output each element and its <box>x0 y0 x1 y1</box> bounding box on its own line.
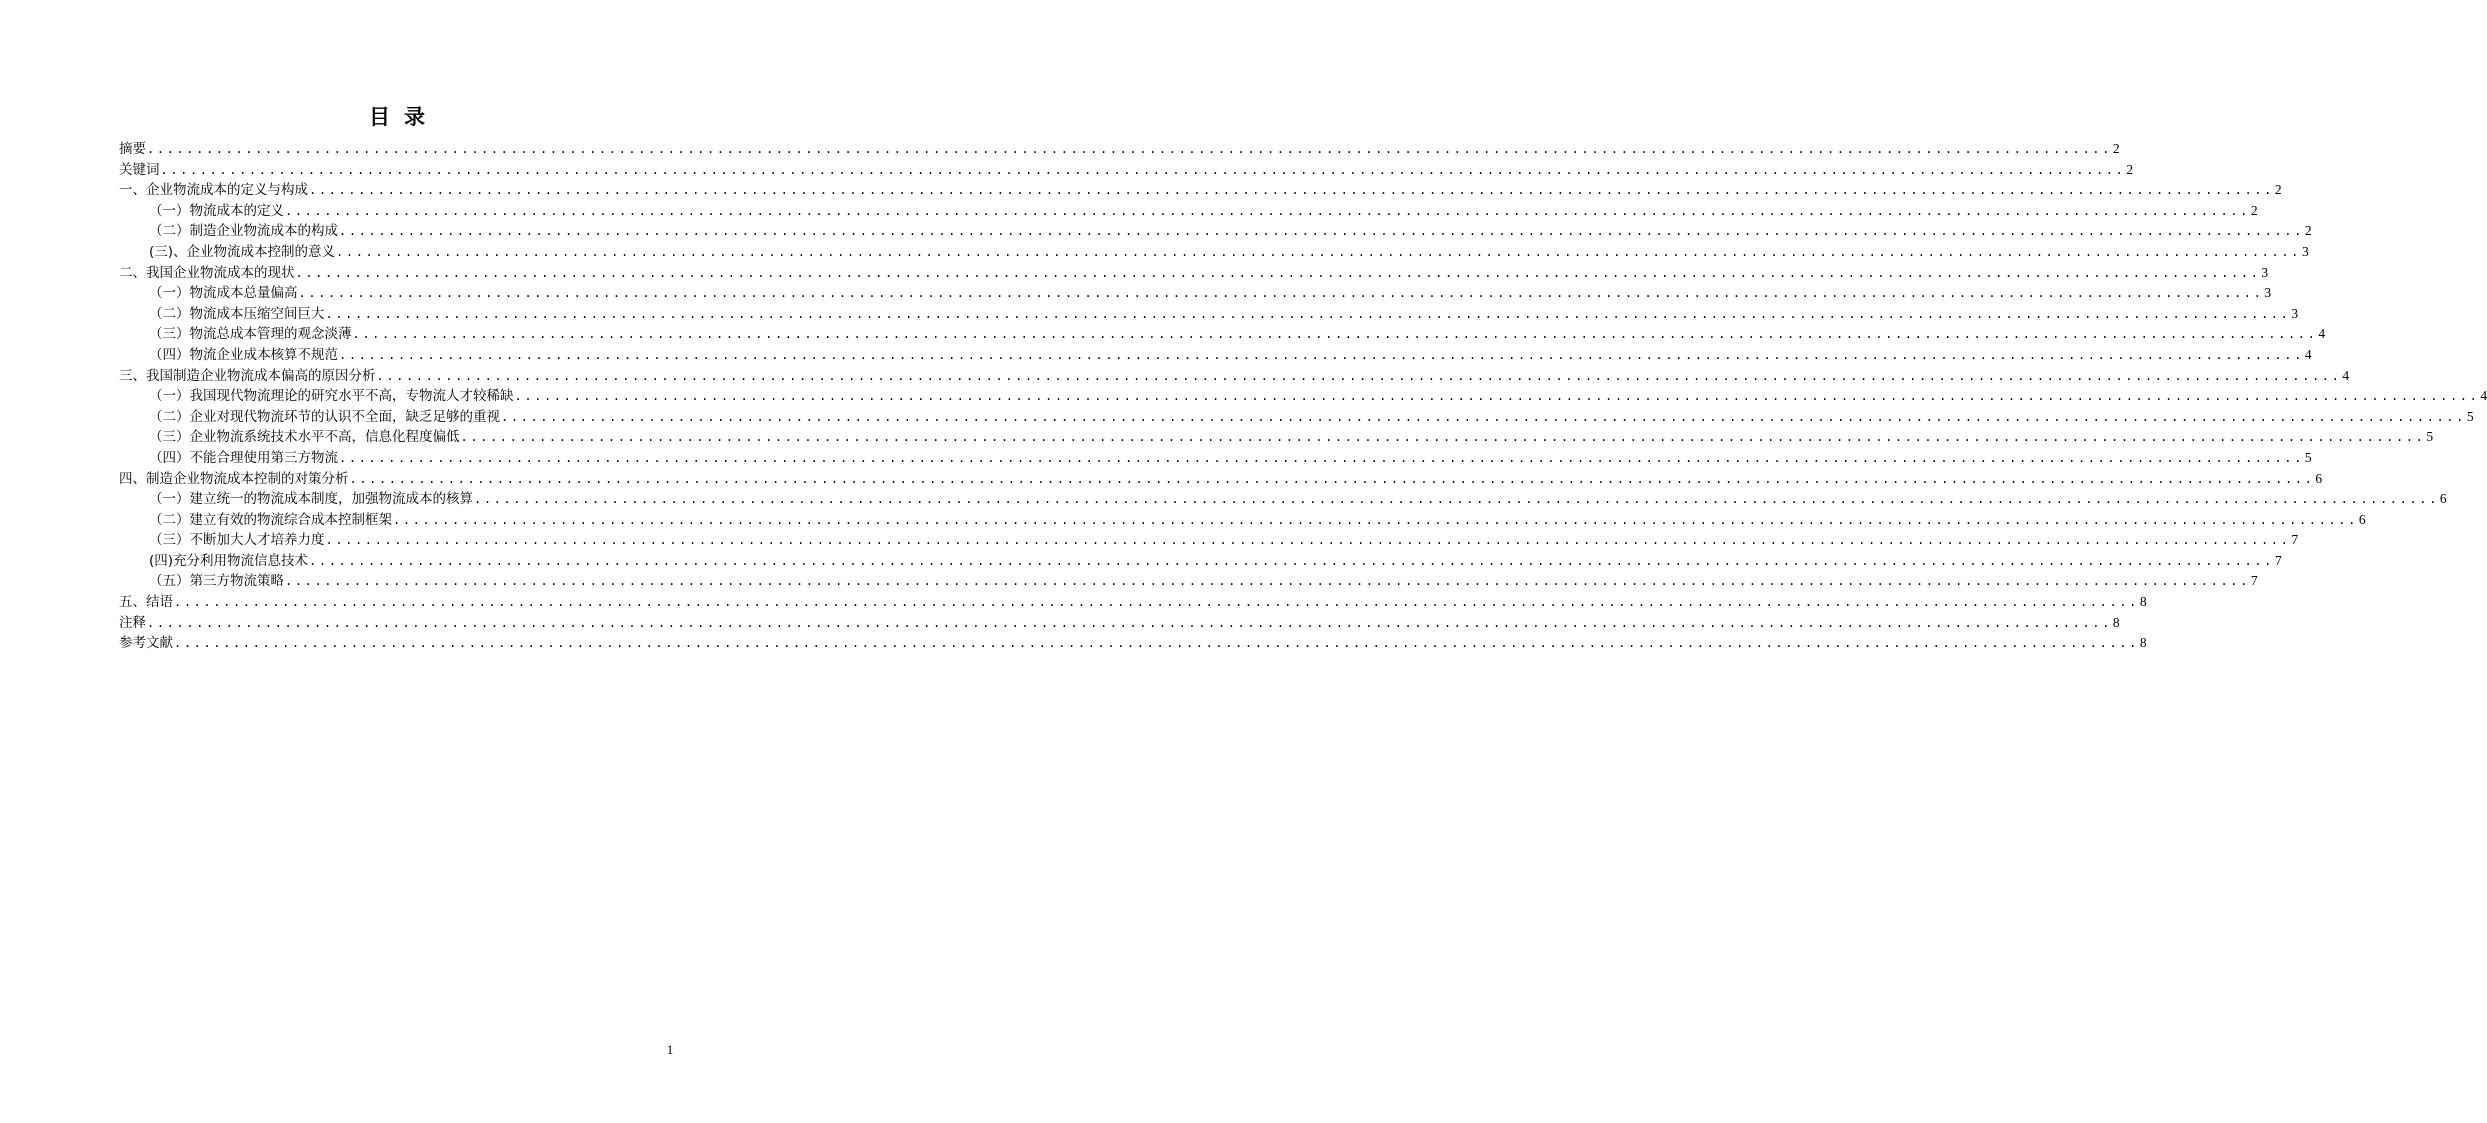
toc-entry-page: 2 <box>2126 161 2134 177</box>
toc-entry[interactable] <box>119 324 2326 345</box>
toc-entry-page: 4 <box>2318 326 2326 342</box>
toc-entry[interactable] <box>119 160 2134 181</box>
toc-dot-leader: ........................................................................................................................................................................................................ <box>336 244 2301 259</box>
toc-entry-page: 2 <box>2304 223 2312 239</box>
toc-dot-leader: ........................................................................................................................................................................................................ <box>285 574 2250 589</box>
toc-entry[interactable] <box>119 530 2299 551</box>
toc-entry-page: 7 <box>2250 573 2258 589</box>
toc-entry-page: 4 <box>2304 346 2312 362</box>
toc-entry-label: 四、制造企业物流成本控制的对策分析 <box>119 470 349 487</box>
toc-entry-label: （一）物流成本总量偏高 <box>149 285 298 302</box>
toc-entry-label: （三）物流总成本管理的观念淡薄 <box>149 326 352 343</box>
toc-entry-label: （一）我国现代物流理论的研究水平不高，专物流人才较稀缺 <box>149 388 514 405</box>
toc-dot-leader: ........................................................................................................................................................................................................ <box>339 450 2304 465</box>
toc-entry-label: 一、企业物流成本的定义与构成 <box>119 182 308 199</box>
page-number-text: 1 <box>666 1042 674 1057</box>
toc-dot-leader: ........................................................................................................................................................................................................ <box>349 471 2315 486</box>
toc-entry[interactable] <box>119 510 2366 531</box>
toc-entry[interactable] <box>119 139 2120 160</box>
toc-entry-label: 关键词 <box>119 161 160 178</box>
toc-entry[interactable] <box>119 283 2272 304</box>
toc-entry-label: 五、结语 <box>119 594 173 611</box>
toc-entry[interactable] <box>119 345 2312 366</box>
toc-entry-label: （三）不断加大人才培养力度 <box>149 532 325 549</box>
toc-entry[interactable] <box>119 242 2309 263</box>
toc-dot-leader: ........................................................................................................................................................................................................ <box>309 553 2274 568</box>
toc-entry[interactable] <box>119 180 2282 201</box>
toc-entry-label: 二、我国企业物流成本的现状 <box>119 264 295 281</box>
toc-entry[interactable] <box>119 366 2350 387</box>
table-of-contents <box>119 139 2487 654</box>
toc-entry[interactable] <box>119 448 2312 469</box>
toc-entry-label: (三)、企业物流成本控制的意义 <box>149 243 336 260</box>
toc-dot-leader: ........................................................................................................................................................................................................ <box>460 430 2426 445</box>
toc-entry[interactable] <box>119 407 2474 428</box>
toc-entry[interactable] <box>119 633 2147 654</box>
toc-dot-leader: ........................................................................................................................................................................................................ <box>147 142 2112 156</box>
toc-dot-leader: ........................................................................................................................................................................................................ <box>474 492 2439 507</box>
toc-entry-page: 2 <box>2274 182 2282 198</box>
toc-entry-label: （五）第三方物流策略 <box>149 573 284 590</box>
toc-dot-leader: ........................................................................................................................................................................................................ <box>325 306 2291 321</box>
toc-entry-page: 4 <box>2480 388 2487 404</box>
toc-entry-page: 6 <box>2358 511 2366 527</box>
toc-dot-leader: ........................................................................................................................................................................................................ <box>160 162 2126 177</box>
toc-dot-leader: ........................................................................................................................................................................................................ <box>393 512 2358 527</box>
toc-entry-page: 3 <box>2291 305 2299 321</box>
toc-entry[interactable] <box>119 613 2120 634</box>
toc-entry[interactable] <box>119 427 2434 448</box>
toc-entry[interactable] <box>119 592 2147 613</box>
toc-entry[interactable] <box>119 469 2323 490</box>
toc-entry-page: 6 <box>2439 491 2447 507</box>
toc-dot-leader: ........................................................................................................................................................................................................ <box>376 368 2342 383</box>
toc-entry-page: 2 <box>2112 141 2120 156</box>
toc-entry[interactable] <box>119 221 2312 242</box>
toc-dot-leader: ........................................................................................................................................................................................................ <box>298 286 2264 301</box>
toc-dot-leader: ........................................................................................................................................................................................................ <box>147 615 2112 630</box>
toc-dot-leader: ........................................................................................................................................................................................................ <box>285 203 2250 218</box>
toc-entry-page: 6 <box>2315 470 2323 486</box>
toc-title: 目录 <box>369 104 439 129</box>
toc-entry-label: 参考文献 <box>119 635 173 652</box>
toc-entry-label: （三）企业物流系统技术水平不高，信息化程度偏低 <box>149 429 460 446</box>
toc-entry-page: 3 <box>2264 285 2272 301</box>
toc-dot-leader: ........................................................................................................................................................................................................ <box>325 533 2291 548</box>
toc-entry-page: 8 <box>2112 614 2120 630</box>
toc-dot-leader: ........................................................................................................................................................................................................ <box>295 265 2261 280</box>
toc-dot-leader: ........................................................................................................................................................................................................ <box>501 409 2466 424</box>
toc-entry-label: （二）物流成本压缩空间巨大 <box>149 305 325 322</box>
toc-entry-page: 7 <box>2291 532 2299 548</box>
toc-entry[interactable] <box>119 263 2269 284</box>
toc-entry[interactable] <box>119 571 2258 592</box>
toc-entry-label: 注释 <box>119 614 146 631</box>
toc-dot-leader: ........................................................................................................................................................................................................ <box>174 595 2139 610</box>
toc-entry-label: （二）建立有效的物流综合成本控制框架 <box>149 511 392 528</box>
toc-dot-leader: ........................................................................................................................................................................................................ <box>514 389 2480 404</box>
toc-dot-leader: ........................................................................................................................................................................................................ <box>352 327 2318 342</box>
toc-entry-page: 5 <box>2466 408 2474 424</box>
toc-dot-leader: ........................................................................................................................................................................................................ <box>339 347 2304 362</box>
toc-entry-label: 三、我国制造企业物流成本偏高的原因分析 <box>119 367 376 384</box>
toc-entry[interactable] <box>119 489 2447 510</box>
toc-entry-label: （四）物流企业成本核算不规范 <box>149 346 338 363</box>
toc-entry-page: 7 <box>2274 552 2282 568</box>
toc-entry-label: （四）不能合理使用第三方物流 <box>149 449 338 466</box>
toc-entry-label: （二）制造企业物流成本的构成 <box>149 223 338 240</box>
toc-entry-label: 摘要 <box>119 141 146 157</box>
toc-entry-page: 2 <box>2250 202 2258 218</box>
toc-dot-leader: ........................................................................................................................................................................................................ <box>309 183 2274 198</box>
toc-entry[interactable] <box>119 201 2258 222</box>
toc-entry-page: 5 <box>2304 449 2312 465</box>
toc-entry[interactable] <box>119 304 2299 325</box>
toc-entry-page: 5 <box>2426 429 2434 445</box>
toc-entry[interactable] <box>119 386 2487 407</box>
toc-entry-page: 4 <box>2342 367 2350 383</box>
toc-entry-label: （一）建立统一的物流成本制度，加强物流成本的核算 <box>149 491 473 508</box>
toc-entry-page: 8 <box>2139 635 2147 651</box>
toc-dot-leader: ........................................................................................................................................................................................................ <box>339 224 2304 239</box>
toc-entry-label: (四)充分利用物流信息技术 <box>149 552 309 569</box>
toc-entry-label: （一）物流成本的定义 <box>149 202 284 219</box>
toc-entry-page: 3 <box>2261 264 2269 280</box>
toc-dot-leader: ........................................................................................................................................................................................................ <box>174 636 2139 651</box>
toc-entry-page: 3 <box>2301 243 2309 259</box>
page-number <box>0 1042 794 1058</box>
toc-entry-label: （二）企业对现代物流环节的认识不全面，缺乏足够的重视 <box>149 408 500 425</box>
toc-entry-page: 8 <box>2139 594 2147 610</box>
toc-entry[interactable] <box>119 551 2282 572</box>
